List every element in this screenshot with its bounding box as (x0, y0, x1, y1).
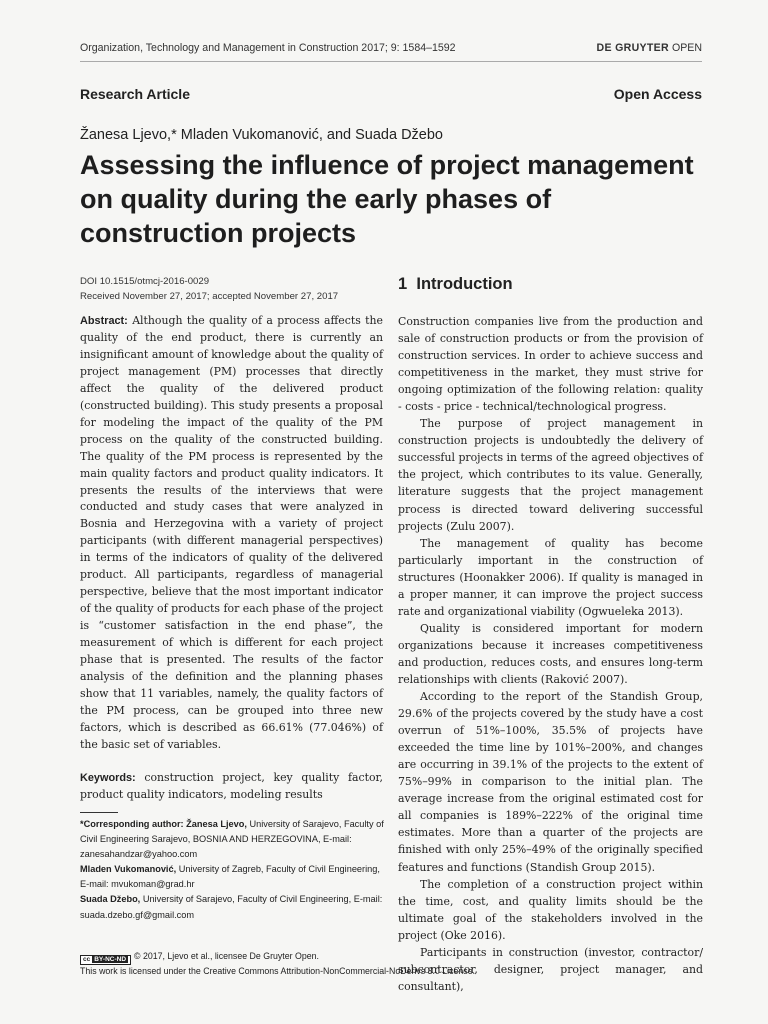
section-number: 1 (398, 275, 408, 293)
keywords-text: construction project, key quality factor, product quality indicators, modeling results (80, 770, 383, 801)
left-column (80, 313, 383, 804)
running-header (80, 42, 702, 54)
article-title: Assessing the influence of project management on quality during the early phases of construction projects (80, 150, 694, 248)
abstract-text: Although the quality of a process affects the quality of the end product, there is currently an insignificant amount of knowledge about the quality of project management (PM) processes that directly affect the quality of the delivered product (constructed building). This study presents a proposal for modeling the impact of the quality of the PM process on the quality of the constructed building. The quality of the PM process is represented by the main quality factors and product quality indicators. It presents the results of the interviews that were conducted and study cases that were analyzed in Bosnia and Herzegovina with a variety of project participants (with different managerial perspectives) in terms of the indicators of quality of the delivered product. All participants, regardless of managerial perspective, believe that the most important indicator of the quality of products for each phase of the project is “customer satisfaction in the end phase”, the measurement of which is different for each project phase that is presented. The results of the factor analysis of the definition and the planning phases show that 11 variables, namely, the quality factors of the PM process, can be grouped into three new factors, which is described as 66.61% (77.046%) of the basic set of variables. (80, 314, 383, 751)
intro-paragraph: The management of quality has become particularly important in the construction of structures (Hoonakker 2006). If quality is managed in a proper manner, it can improve the project success rate and organizational viability (Ogwueleka 2013). (398, 536, 703, 618)
intro-paragraph: According to the report of the Standish Group, 29.6% of the projects covered by the study have a cost overrun of 51%–100%, 35.5% of projects have exceeded the time line by 101%–200%, and changes are occurring in 39.1% of the projects to the extent of 75%–99% in comparison to the initial plan. The average increase from the original estimated cost for all companies is 189%–222% of the original time estimates. More than a quarter of the projects are finished with only 25%–49% of the originally specified features and functions (Standish Group 2015). (398, 690, 703, 874)
access-label: Open Access (613, 86, 702, 102)
journal-citation: Organization, Technology and Management in Construction 2017; 9: 1584–1592 (80, 42, 456, 54)
publisher-logo (597, 42, 702, 54)
article-type: Research Article (80, 86, 190, 102)
doi[interactable]: DOI 10.1515/otmcj-2016-0029 (80, 276, 210, 287)
keywords (80, 770, 383, 804)
abstract (80, 313, 383, 754)
keywords-label: Keywords: (80, 771, 136, 784)
section-title: Introduction (416, 275, 513, 293)
author-3-note: Suada Džebo, University of Sarajevo, Faculty of Civil Engineering, E-mail: suada.dzebo.gf@gmail.com (80, 894, 383, 920)
header-rule (80, 61, 702, 62)
publisher-name: DE GRUYTER (596, 42, 670, 54)
publisher-suffix: OPEN (671, 42, 702, 54)
doi-block (80, 274, 338, 304)
author-2-note: Mladen Vukomanović, University of Zagreb, Faculty of Civil Engineering, E-mail: mvukoman@grad.hr (80, 864, 380, 890)
copyright: © 2017, Ljevo et al., licensee De Gruyter Open. (134, 951, 319, 961)
intro-paragraph: Quality is considered important for modern organizations because it increases competitiveness and production, reduces costs, and ensures long-term relationships with clients (Raković 2007). (398, 621, 703, 686)
license-line-2: This work is licensed under the Creative Commons Attribution-NonCommercial-NoDerivs 3.0 License. (80, 966, 476, 976)
author-footnotes (80, 817, 385, 923)
corresponding-author-note: *Corresponding author: Žanesa Ljevo, University of Sarajevo, Faculty of Civil Engineering Sarajevo, BOSNIA AND HERZEGOVINA, E-mail: zanesahandzar@yahoo.com (80, 819, 384, 860)
section-heading-introduction (398, 275, 513, 294)
received-dates: Received November 27, 2017; accepted November 27, 2017 (80, 291, 339, 302)
article-type-row (80, 86, 702, 102)
intro-paragraph: Construction companies live from the production and sale of construction products or from the provision of construction services. In order to achieve success and competitiveness in the market, they must strive for ongoing optimization of the following relation: quality - costs - price - technical/technological progress. (398, 315, 703, 414)
author-list: Žanesa Ljevo,* Mladen Vukomanović, and Suada Džebo (80, 127, 443, 143)
intro-paragraph: Participants in construction (investor, contractor/ subcontractor, designer, project manager, and consultant), (398, 945, 703, 993)
right-column (398, 313, 703, 995)
cc-license-icon[interactable]: cc BY-NC-ND (80, 955, 131, 965)
footnote-rule (80, 812, 118, 813)
abstract-label: Abstract: (80, 315, 128, 327)
intro-paragraph: The purpose of project management in construction projects is undoubtedly the delivery of successful projects in terms of the agreed objectives of the project, which contributes to its value. Generally, literature suggests that the project management process is directed toward delivering successful projects (Zulu 2007). (398, 417, 703, 533)
intro-paragraph: The completion of a construction project within the time, cost, and quality limits should be the ultimate goal of the stakeholders involved in the project (Oke 2016). (398, 877, 703, 942)
